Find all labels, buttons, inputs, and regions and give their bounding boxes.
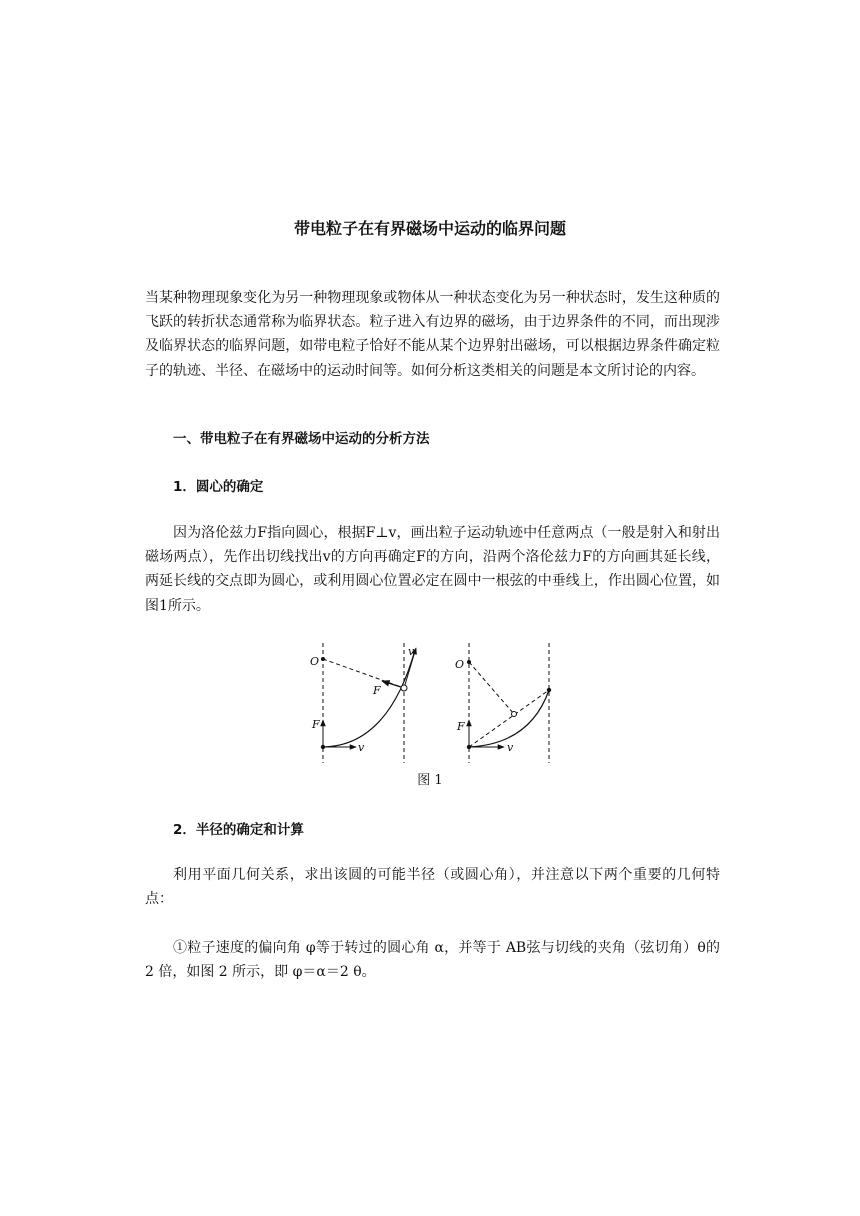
intro-paragraph: 当某种物理现象变化为另一种物理现象或物体从一种状态变化为另一种状态时，发生这种质的飞跃的转折状态通常称为临界状态。粒子进入有边界的磁场，由于边界条件的不同，而出现涉及临界状态的临界问题，如带电粒子恰好不能从某个边界射出磁场，可以根据边界条件确定粒子的轨迹、半径、在磁场中的运动时间等。如何分析这类相关的问题是本文所讨论的内容。 (145, 290, 720, 379)
exit-point (401, 685, 407, 691)
subheading-1: 1．圆心的确定 (173, 479, 264, 495)
chord-line (469, 690, 549, 747)
perpendicular-bisector-line (469, 662, 514, 714)
label-f-exit: F (373, 684, 381, 697)
trajectory-arc (323, 650, 415, 747)
paragraph-deflection-angle: ①粒子速度的偏向角 φ等于转过的圆心角 α，并等于 AB弦与切线的夹角（弦切角）θ的 2 倍，如图 2 所示，即 φ＝α＝2 θ。 (145, 940, 720, 981)
label-o: O (455, 658, 465, 671)
entry-point (321, 745, 325, 749)
label-o: O (310, 655, 320, 668)
label-f-entry: F (457, 720, 465, 733)
paragraph-radius-calculation: 利用平面几何关系，求出该圆的可能半径（或圆心角），并注意以下两个重要的几何特点： (145, 867, 720, 908)
entry-point (467, 745, 471, 749)
chord-midpoint (512, 712, 517, 717)
section-heading-1: 一、带电粒子在有界磁场中运动的分析方法 (173, 431, 430, 447)
figure-1 (300, 640, 570, 765)
label-f-entry: F (312, 718, 320, 731)
label-v-exit: v (408, 645, 415, 658)
exit-point (547, 688, 551, 692)
figure-1-caption: 图 1 (417, 773, 443, 788)
figure-1-left-diagram (310, 643, 416, 763)
subheading-2: 2．半径的确定和计算 (173, 822, 304, 838)
label-v-entry: v (358, 741, 365, 754)
figure-1-right-diagram (455, 643, 551, 763)
page-title: 带电粒子在有界磁场中运动的临界问题 (293, 219, 566, 238)
label-v-entry: v (507, 741, 514, 754)
paragraph-center-determination: 因为洛伦兹力F指向圆心，根据F⊥v，画出粒子运动轨迹中任意两点（一般是射入和射出磁场两点），先作出切线找出v的方向再确定F的方向，沿两个洛伦兹力F的方向画其延长线，两延长线的交点即为圆心，或利用圆心位置必定在圆中一根弦的中垂线上，作出圆心位置，如图1所示。 (145, 525, 720, 614)
